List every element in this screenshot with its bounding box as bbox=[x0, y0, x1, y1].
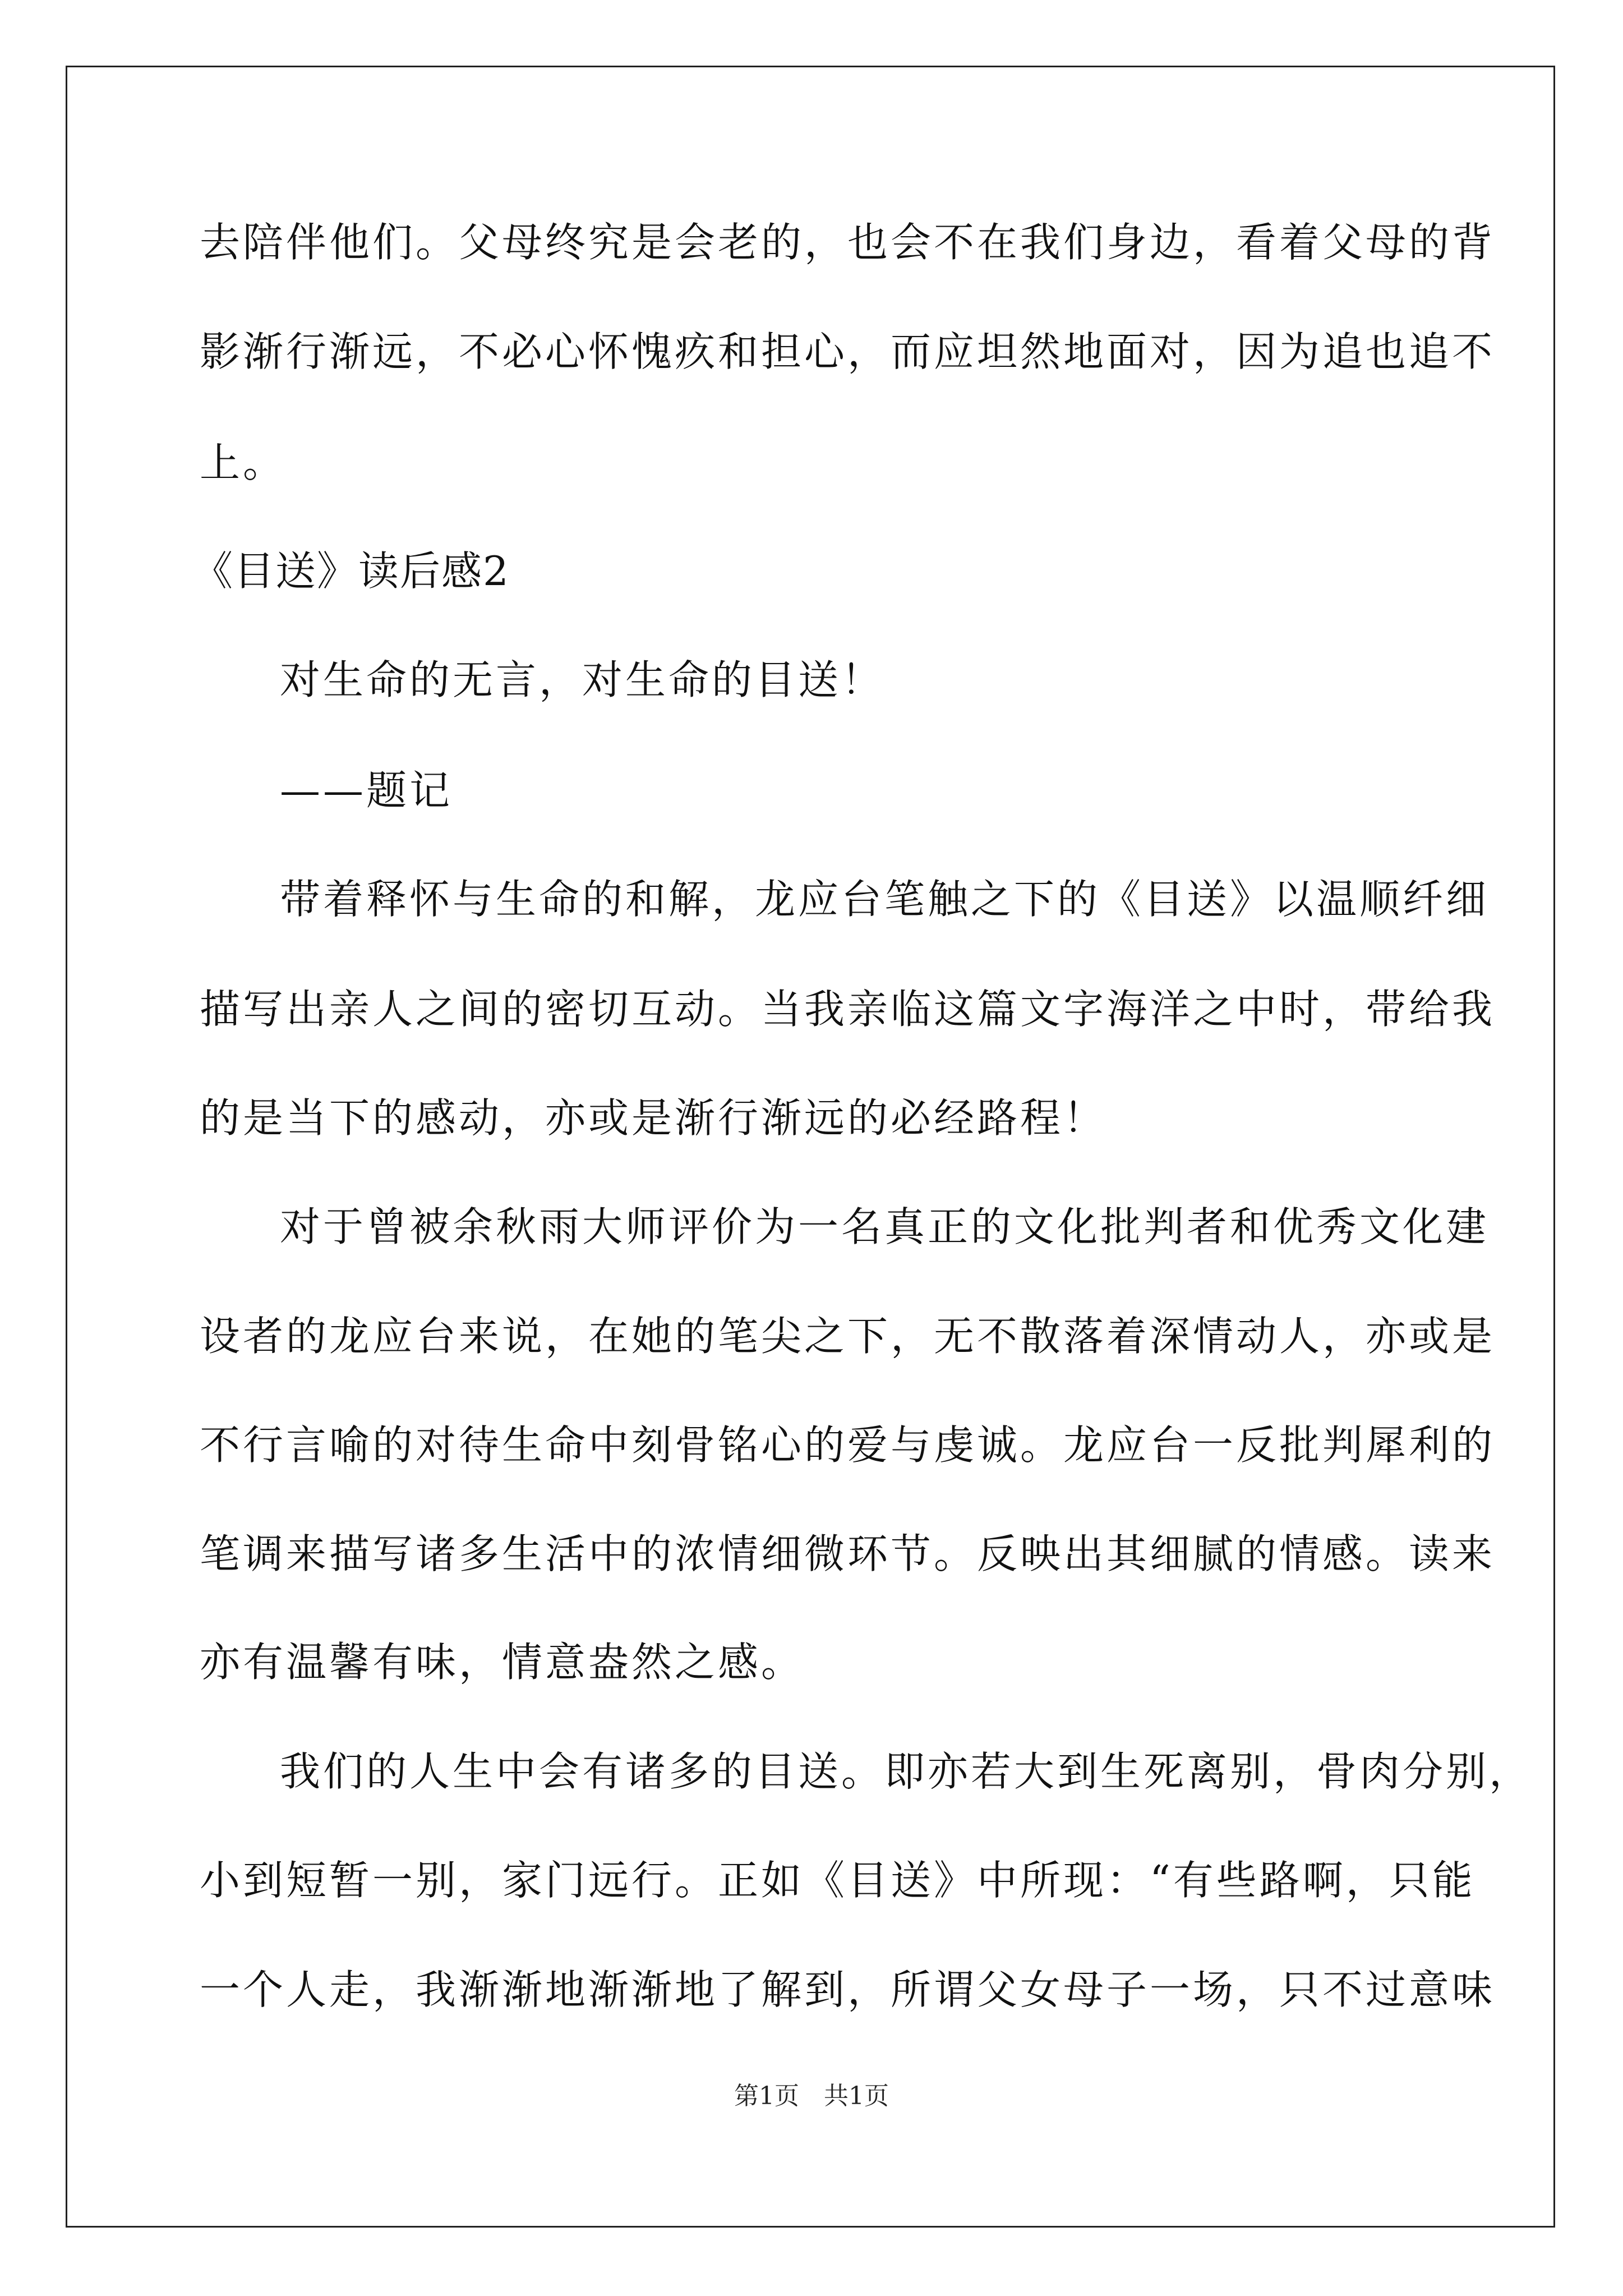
paragraph-2-line-2: 设者的龙应台来说，在她的笔尖之下，无不散落着深情动人，亦或是 bbox=[200, 1313, 1496, 1360]
body-line-1: 去陪伴他们。父母终究是会老的，也会不在我们身边，看着父母的背 bbox=[200, 219, 1496, 266]
paragraph-2-line-3: 不行言喻的对待生命中刻骨铭心的爱与虔诚。龙应台一反批判犀利的 bbox=[200, 1421, 1496, 1469]
paragraph-3-line-2: 小到短暂一别，家门远行。正如《目送》中所现：“有些路啊，只能 bbox=[200, 1857, 1476, 1904]
page-number: 第1页 bbox=[734, 2082, 799, 2110]
paragraph-1-line-2: 描写出亲人之间的密切互动。当我亲临这篇文字海洋之中时，带给我 bbox=[200, 986, 1496, 1033]
paragraph-1-line-1: 带着释怀与生命的和解，龙应台笔触之下的《目送》以温顺纤细 bbox=[280, 876, 1490, 923]
paragraph-2-line-5: 亦有温馨有味，情意盎然之感。 bbox=[200, 1639, 805, 1686]
page-total: 共1页 bbox=[824, 2082, 889, 2110]
section-heading: 《目送》读后感2 bbox=[192, 547, 510, 595]
paragraph-3-line-3: 一个人走，我渐渐地渐渐地了解到，所谓父女母子一场，只不过意味 bbox=[200, 1966, 1496, 2013]
paragraph-3-line-1: 我们的人生中会有诸多的目送。即亦若大到生死离别，骨肉分别， bbox=[280, 1748, 1533, 1795]
paragraph-2-line-1: 对于曾被余秋雨大师评价为一名真正的文化批判者和优秀文化建 bbox=[280, 1203, 1490, 1250]
page-footer bbox=[0, 2079, 1623, 2113]
body-line-2: 影渐行渐远，不必心怀愧疚和担心，而应坦然地面对，因为追也追不 bbox=[200, 328, 1496, 375]
body-line-3: 上。 bbox=[200, 439, 287, 486]
epigraph: 对生命的无言，对生命的目送！ bbox=[280, 656, 885, 703]
paragraph-1-line-3: 的是当下的感动，亦或是渐行渐远的必经路程！ bbox=[200, 1094, 1107, 1142]
epigraph-attribution: ——题记 bbox=[280, 767, 453, 814]
paragraph-2-line-4: 笔调来描写诸多生活中的浓情细微环节。反映出其细腻的情感。读来 bbox=[200, 1530, 1496, 1577]
